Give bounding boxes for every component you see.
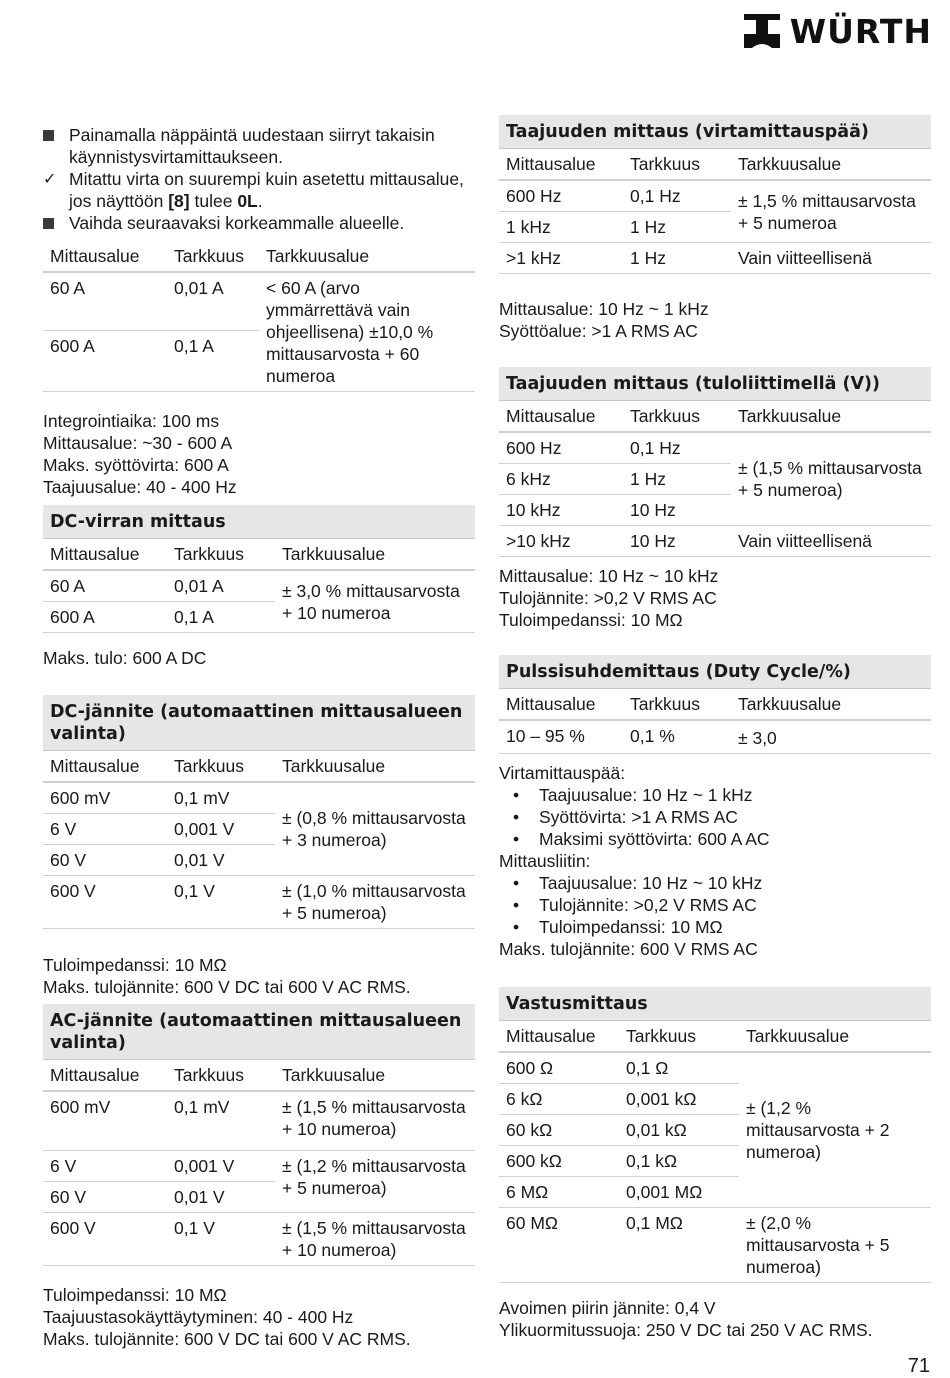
- bullet-icon: •: [513, 895, 520, 915]
- table-row: 600 Hz 0,1 Hz ± 1,5 % mittausarvosta + 5 numeroa: [499, 180, 931, 212]
- table-row: 60 V 0,01 V: [43, 845, 475, 876]
- section-title: Pulssisuhdemittaus (Duty Cycle/%): [499, 655, 931, 689]
- square-bullet-icon: [43, 130, 54, 141]
- dc-voltage-table: Mittausalue Tarkkuus Tarkkuusalue 600 mV 0,1 mV ± (0,8 % mittausarvosta + 3 numeroa) 6 V 0,001 V 60 V 0,01 V 600 V 0,1 V ± (1,0 % mittausarvosta + 5 numeroa): [43, 751, 475, 929]
- wurth-logo: [742, 12, 932, 52]
- intro-item: ✓ Mitattu virta on suurempi kuin asetettu mittausalue, jos näyttöön [8] tulee 0L.: [43, 169, 464, 211]
- table-row: 60 A 0,01 A < 60 A (arvo ymmärrettävä vain ohjeellisena) ±10,0 % mittausarvosta + 60 numeroa: [43, 272, 475, 331]
- section-title: DC-virran mittaus: [43, 505, 475, 539]
- section-title: Taajuuden mittaus (virtamittauspää): [499, 115, 931, 149]
- table-header: Mittausalue Tarkkuus Tarkkuusalue: [43, 241, 475, 272]
- table-row: 6 MΩ 0,001 MΩ: [499, 1177, 931, 1208]
- table-row: 600 Hz 0,1 Hz ± (1,5 % mittausarvosta + 5 numeroa): [499, 432, 931, 464]
- check-icon: ✓: [43, 169, 57, 188]
- resistance-table: Mittausalue Tarkkuus Tarkkuusalue 600 Ω 0,1 Ω ± (1,2 % mittausarvosta + 2 numeroa) 6 kΩ 0,001 kΩ 60 kΩ 0,01 kΩ 600 kΩ 0,1 kΩ 6 MΩ 0,001 MΩ 60 MΩ 0,1 MΩ ± (2,0 % mittausarvosta + 5 numeroa): [499, 1021, 931, 1283]
- wurth-logo-icon: [742, 12, 782, 52]
- square-bullet-icon: [43, 218, 54, 229]
- table-row: 600 mV 0,1 mV ± (0,8 % mittausarvosta + 3 numeroa): [43, 782, 475, 814]
- table-row: >1 kHz 1 Hz Vain viitteellisenä: [499, 243, 931, 274]
- intro-item: Painamalla näppäintä uudestaan siirryt takaisin käynnistysvirtamittaukseen.: [43, 124, 475, 168]
- list-item: • Taajuusalue: 10 Hz ~ 1 kHz: [513, 785, 753, 805]
- freq-clamp-notes: Mittausalue: 10 Hz ~ 1 kHz Syöttöalue: >1 A RMS AC: [499, 299, 709, 341]
- bullet-icon: •: [513, 917, 520, 937]
- left-column: [43, 124, 475, 1350]
- table-row: 10 – 95 % 0,1 % ± 3,0: [499, 720, 931, 754]
- section-title: DC-jännite (automaattinen mittausalueen valinta): [43, 695, 475, 751]
- table-row: 600 V 0,1 V ± (1,0 % mittausarvosta + 5 numeroa): [43, 876, 475, 929]
- table-row: 6 kΩ 0,001 kΩ: [499, 1084, 931, 1115]
- bullet-icon: •: [513, 873, 520, 893]
- table-row: 60 A 0,01 A ± 3,0 % mittausarvosta + 10 numeroa: [43, 570, 475, 602]
- brand-name: WÜRTH: [789, 12, 932, 51]
- ac-voltage-notes: Tuloimpedanssi: 10 MΩ Taajuustasokäyttäytyminen: 40 - 400 Hz Maks. tulojännite: 600 V DC tai 600 V AC RMS.: [43, 1285, 411, 1349]
- table-row: 60 V 0,01 V: [43, 1182, 475, 1213]
- section-title: Taajuuden mittaus (tuloliittimellä (V)): [499, 367, 931, 401]
- dc-current-note: Maks. tulo: 600 A DC: [43, 648, 207, 668]
- table-row: 600 Ω 0,1 Ω ± (1,2 % mittausarvosta + 2 numeroa): [499, 1052, 931, 1084]
- list-item: • Tuloimpedanssi: 10 MΩ: [513, 917, 723, 937]
- dc-voltage-notes: Tuloimpedanssi: 10 MΩ Maks. tulojännite: 600 V DC tai 600 V AC RMS.: [43, 955, 411, 997]
- list-item: • Tulojännite: >0,2 V RMS AC: [513, 895, 757, 915]
- intro-item: Vaihda seuraavaksi korkeammalle alueelle.: [43, 212, 475, 234]
- resistance-notes: Avoimen piirin jännite: 0,4 V Ylikuormitussuoja: 250 V DC tai 250 V AC RMS.: [499, 1298, 873, 1340]
- table-row: 600 kΩ 0,1 kΩ: [499, 1146, 931, 1177]
- duty-table: Mittausalue Tarkkuus Tarkkuusalue 10 – 95 % 0,1 % ± 3,0: [499, 689, 931, 754]
- dc-current-table: Mittausalue Tarkkuus Tarkkuusalue 60 A 0,01 A ± 3,0 % mittausarvosta + 10 numeroa 600 A 0,1 A: [43, 539, 475, 633]
- table-row: 600 V 0,1 V ± (1,5 % mittausarvosta + 10 numeroa): [43, 1213, 475, 1266]
- table-row: 600 mV 0,1 mV ± (1,5 % mittausarvosta + 10 numeroa): [43, 1091, 475, 1151]
- table-row: 6 V 0,001 V ± (1,2 % mittausarvosta + 5 numeroa): [43, 1151, 475, 1182]
- section-title: AC-jännite (automaattinen mittausalueen valinta): [43, 1004, 475, 1060]
- list-item: • Maksimi syöttövirta: 600 A AC: [513, 829, 770, 849]
- start-current-table: [43, 241, 475, 392]
- ac-voltage-table: Mittausalue Tarkkuus Tarkkuusalue 600 mV 0,1 mV ± (1,5 % mittausarvosta + 10 numeroa) 6 V 0,001 V ± (1,2 % mittausarvosta + 5 numeroa) 60 V 0,01 V 600 V 0,1 V ± (1,5 % mittausarvosta + 10 numeroa): [43, 1060, 475, 1266]
- list-item: • Taajuusalue: 10 Hz ~ 10 kHz: [513, 873, 763, 893]
- table-row: >10 kHz 10 Hz Vain viitteellisenä: [499, 526, 931, 557]
- table-row: 60 MΩ 0,1 MΩ ± (2,0 % mittausarvosta + 5 numeroa): [499, 1208, 931, 1283]
- table-row: 1 kHz 1 Hz: [499, 212, 931, 243]
- page-number: 71: [907, 1355, 930, 1377]
- table-row: 10 kHz 10 Hz: [499, 495, 931, 526]
- right-column: [499, 115, 931, 1341]
- freq-input-table: Mittausalue Tarkkuus Tarkkuusalue 600 Hz 0,1 Hz ± (1,5 % mittausarvosta + 5 numeroa) 6 kHz 1 Hz 10 kHz 10 Hz >10 kHz 10 Hz Vain viitteellisenä: [499, 401, 931, 557]
- bullet-icon: •: [513, 829, 520, 849]
- table-row: 6 V 0,001 V: [43, 814, 475, 845]
- freq-input-notes: Mittausalue: 10 Hz ~ 10 kHz Tulojännite: >0,2 V RMS AC Tuloimpedanssi: 10 MΩ: [499, 566, 719, 630]
- duty-notes: Virtamittauspää: • Taajuusalue: 10 Hz ~ 1 kHz • Syöttövirta: >1 A RMS AC • Maksimi syöttövirta: 600 A AC Mittausliitin: • Taajuusalue: 10 Hz ~ 10 kHz • Tulojännite: >0,2 V RMS AC • Tuloimpedanssi: 10 MΩ Maks. tulojännite: 600 V RMS AC: [499, 762, 931, 960]
- table-row: 600 A 0,1 A: [43, 602, 475, 633]
- list-item: • Syöttövirta: >1 A RMS AC: [513, 807, 738, 827]
- table-row: 6 kHz 1 Hz: [499, 464, 931, 495]
- table-row: 600 A 0,1 A: [43, 331, 475, 392]
- bullet-icon: •: [513, 785, 520, 805]
- freq-clamp-table: Mittausalue Tarkkuus Tarkkuusalue 600 Hz 0,1 Hz ± 1,5 % mittausarvosta + 5 numeroa 1 kHz 1 Hz >1 kHz 1 Hz Vain viitteellisenä: [499, 149, 931, 274]
- section-title: Vastusmittaus: [499, 987, 931, 1021]
- bullet-icon: •: [513, 807, 520, 827]
- start-current-notes: Integrointiaika: 100 ms Mittausalue: ~30 - 600 A Maks. syöttövirta: 600 A Taajuusalue: 40 - 400 Hz: [43, 411, 237, 497]
- table-row: 60 kΩ 0,01 kΩ: [499, 1115, 931, 1146]
